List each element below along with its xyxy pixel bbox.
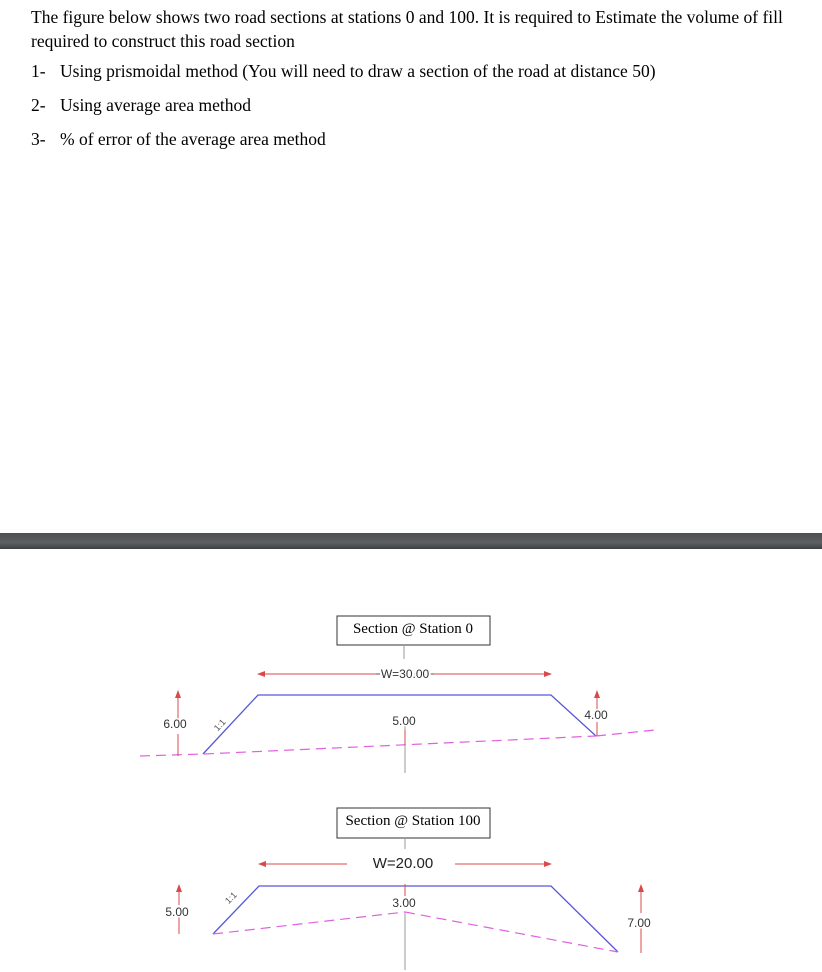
problem-text — [31, 5, 791, 161]
task-text: Using average area method — [60, 95, 251, 115]
separator-bar — [0, 533, 822, 549]
section-100-right-height: 7.00 — [627, 916, 651, 930]
section-100-center-height: 3.00 — [392, 896, 416, 910]
section-0-ground-line — [204, 736, 596, 754]
section-0-center-height: 5.00 — [392, 714, 416, 728]
task-item — [31, 93, 791, 127]
section-station-0 — [140, 616, 655, 773]
section-station-100 — [165, 808, 651, 970]
task-item — [31, 59, 791, 93]
section-100-left-height: 5.00 — [165, 905, 189, 919]
section-100-title: Section @ Station 100 — [345, 813, 481, 829]
problem-statement: The figure below shows two road sections at stations 0 and 100. It is required to Estimate the volume of fill required to construct this road section — [31, 7, 783, 51]
cross-section-drawing — [0, 549, 822, 972]
section-100-slope: 1:1 — [222, 889, 239, 906]
section-0-ground-line — [596, 730, 655, 736]
cross-section-figure — [0, 549, 822, 972]
task-list — [31, 59, 791, 161]
section-0-width-label: W=30.00 — [380, 667, 430, 681]
task-text: % of error of the average area method — [60, 129, 326, 149]
section-0-title: Section @ Station 0 — [352, 621, 474, 637]
task-item — [31, 127, 791, 161]
task-number: 2- — [31, 95, 46, 115]
section-100-ground-line — [213, 912, 405, 934]
section-0-slope: 1:1 — [211, 716, 228, 733]
task-number: 1- — [31, 61, 46, 81]
task-text: Using prismoidal method (You will need to draw a section of the road at distance 50) — [60, 61, 656, 81]
task-number: 3- — [31, 129, 46, 149]
section-0-ground-line — [140, 754, 204, 756]
section-100-ground-line — [405, 912, 618, 952]
section-100-width-label: W=20.00 — [372, 855, 434, 872]
section-0-left-height: 6.00 — [163, 717, 187, 731]
section-0-right-height: 4.00 — [584, 708, 608, 722]
